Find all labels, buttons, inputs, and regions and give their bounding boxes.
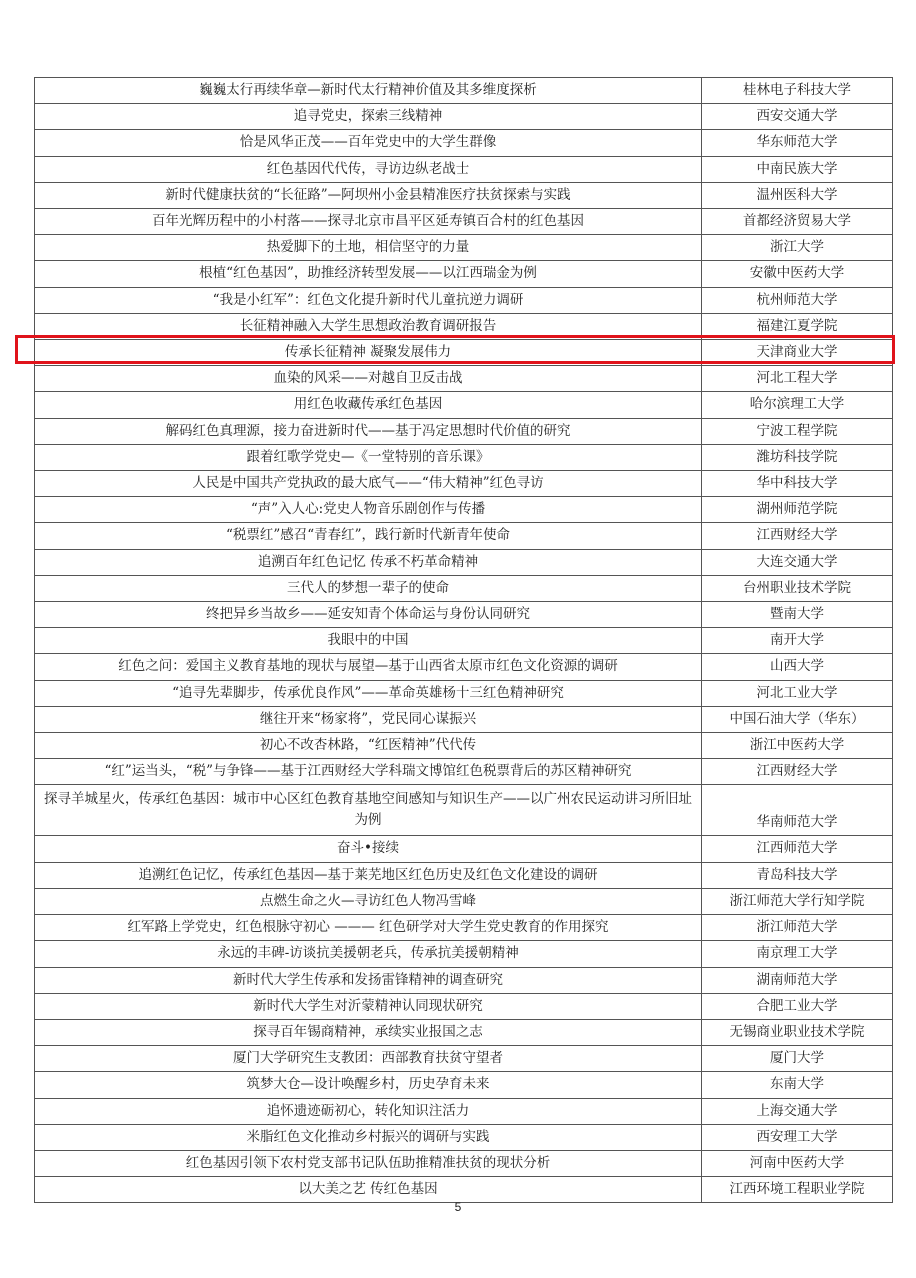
table-row [35,471,893,497]
table-row [35,967,893,993]
table-row [35,862,893,888]
page-number: 5 [454,1200,462,1214]
table-row [35,1046,893,1072]
project-title-cell: 热爱脚下的土地，相信坚守的力量 [35,235,702,261]
project-title-cell: 追溯百年红色记忆 传承不朽革命精神 [35,549,702,575]
table-row [35,366,893,392]
table-row [35,549,893,575]
table-row [35,182,893,208]
school-name-cell: 江西师范大学 [702,836,893,862]
school-name-cell: 福建江夏学院 [702,313,893,339]
project-title-cell: 初心不改杏林路，“红医精神”代代传 [35,733,702,759]
table-row [35,759,893,785]
project-title-cell: 继往开来“杨家将”，党民同心谋振兴 [35,706,702,732]
project-title-cell: 根植“红色基因”，助推经济转型发展——以江西瑞金为例 [35,261,702,287]
school-name-cell: 厦门大学 [702,1046,893,1072]
project-title-cell: “追寻先辈脚步，传承优良作风”——革命英雄杨十三红色精神研究 [35,680,702,706]
table-row [35,1177,893,1203]
table-row [35,680,893,706]
school-name-cell: 安徽中医药大学 [702,261,893,287]
project-title-cell: 新时代健康扶贫的“长征路”—阿坝州小金县精准医疗扶贫探索与实践 [35,182,702,208]
school-name-cell: 浙江师范大学 [702,915,893,941]
project-title-cell: 以大美之艺 传红色基因 [35,1177,702,1203]
project-title-cell: 追寻党史，探索三线精神 [35,104,702,130]
table-row [35,1072,893,1098]
school-name-cell: 合肥工业大学 [702,993,893,1019]
school-name-cell: 南京理工大学 [702,941,893,967]
project-table [34,77,893,1203]
project-title-cell: 筑梦大仓—设计唤醒乡村，历史孕育未来 [35,1072,702,1098]
school-name-cell: 大连交通大学 [702,549,893,575]
project-title-cell: 点燃生命之火—寻访红色人物冯雪峰 [35,888,702,914]
table-row [35,628,893,654]
project-title-cell: 三代人的梦想一辈子的使命 [35,575,702,601]
table-row [35,444,893,470]
table-row [35,235,893,261]
school-name-cell: 温州医科大学 [702,182,893,208]
school-name-cell: 湖州师范学院 [702,497,893,523]
school-name-cell: 中国石油大学（华东） [702,706,893,732]
school-name-cell: 浙江中医药大学 [702,733,893,759]
project-title-cell: 我眼中的中国 [35,628,702,654]
project-title-cell: 追怀遗迹砺初心，转化知识注活力 [35,1098,702,1124]
project-title-cell: 追溯红色记忆，传承红色基因—基于莱芜地区红色历史及红色文化建设的调研 [35,862,702,888]
project-title-cell: 探寻百年锡商精神，承续实业报国之志 [35,1019,702,1045]
project-title-cell: 用红色收藏传承红色基因 [35,392,702,418]
table-row [35,785,893,836]
table-row [35,575,893,601]
table-row [35,130,893,156]
school-name-cell: 南开大学 [702,628,893,654]
school-name-cell: 暨南大学 [702,602,893,628]
school-name-cell: 东南大学 [702,1072,893,1098]
table-row [35,888,893,914]
school-name-cell: 天津商业大学 [702,340,893,366]
table-row [35,654,893,680]
project-title-cell: 终把异乡当故乡——延安知青个体命运与身份认同研究 [35,602,702,628]
school-name-cell: 杭州师范大学 [702,287,893,313]
school-name-cell: 河北工业大学 [702,680,893,706]
table-row [35,993,893,1019]
table-row [35,915,893,941]
project-title-cell: 解码红色真理源，接力奋进新时代——基于冯定思想时代价值的研究 [35,418,702,444]
table-row [35,1098,893,1124]
table-row [35,1019,893,1045]
table-row [35,941,893,967]
school-name-cell: 哈尔滨理工大学 [702,392,893,418]
school-name-cell: 青岛科技大学 [702,862,893,888]
table-row [35,104,893,130]
table-row [35,602,893,628]
table-row [35,313,893,339]
school-name-cell: 台州职业技术学院 [702,575,893,601]
project-title-cell: 恰是风华正茂——百年党史中的大学生群像 [35,130,702,156]
table-row [35,836,893,862]
table-row [35,156,893,182]
school-name-cell: 潍坊科技学院 [702,444,893,470]
table-row [35,1150,893,1176]
school-name-cell: 华东师范大学 [702,130,893,156]
project-title-cell: 传承长征精神 凝聚发展伟力 [35,340,702,366]
table-row [35,523,893,549]
table-row [35,340,893,366]
project-title-cell: 巍巍太行再续华章—新时代太行精神价值及其多维度探析 [35,78,702,104]
project-title-cell: 永远的丰碑-访谈抗美援朝老兵，传承抗美援朝精神 [35,941,702,967]
table-row [35,209,893,235]
project-title-cell: 新时代大学生对沂蒙精神认同现状研究 [35,993,702,1019]
school-name-cell: 西安交通大学 [702,104,893,130]
school-name-cell: 浙江大学 [702,235,893,261]
project-title-cell: 新时代大学生传承和发扬雷锋精神的调查研究 [35,967,702,993]
school-name-cell: 浙江师范大学行知学院 [702,888,893,914]
school-name-cell: 西安理工大学 [702,1124,893,1150]
project-title-cell: “税票红”感召“青春红”，践行新时代新青年使命 [35,523,702,549]
project-title-cell: 百年光辉历程中的小村落——探寻北京市昌平区延寿镇百合村的红色基因 [35,209,702,235]
project-title-cell: “红”运当头，“税”与争锋——基于江西财经大学科瑞文博馆红色税票背后的苏区精神研究 [35,759,702,785]
project-title-cell: 红色基因引领下农村党支部书记队伍助推精准扶贫的现状分析 [35,1150,702,1176]
table-row [35,78,893,104]
school-name-cell: 桂林电子科技大学 [702,78,893,104]
table-body [35,78,893,1203]
school-name-cell: 河南中医药大学 [702,1150,893,1176]
school-name-cell: 宁波工程学院 [702,418,893,444]
project-title-cell: 红色之问：爱国主义教育基地的现状与展望—基于山西省太原市红色文化资源的调研 [35,654,702,680]
project-title-cell: 奋斗•接续 [35,836,702,862]
school-name-cell: 江西环境工程职业学院 [702,1177,893,1203]
school-name-cell: 首都经济贸易大学 [702,209,893,235]
table-row [35,706,893,732]
project-title-cell: 红军路上学党史，红色根脉守初心 ——— 红色研学对大学生党史教育的作用探究 [35,915,702,941]
project-title-cell: 人民是中国共产党执政的最大底气——“伟大精神”红色寻访 [35,471,702,497]
project-title-cell: 红色基因代代传，寻访边纵老战士 [35,156,702,182]
school-name-cell: 中南民族大学 [702,156,893,182]
school-name-cell: 江西财经大学 [702,523,893,549]
project-title-cell: 长征精神融入大学生思想政治教育调研报告 [35,313,702,339]
project-title-cell: 米脂红色文化推动乡村振兴的调研与实践 [35,1124,702,1150]
project-title-cell: 跟着红歌学党史—《一堂特别的音乐课》 [35,444,702,470]
table-row [35,497,893,523]
project-title-cell: 血染的风采——对越自卫反击战 [35,366,702,392]
project-title-cell: 探寻羊城星火，传承红色基因：城市中心区红色教育基地空间感知与知识生产——以广州农民运动讲习所旧址为例 [35,785,702,836]
school-name-cell: 无锡商业职业技术学院 [702,1019,893,1045]
table-row [35,1124,893,1150]
table-row [35,418,893,444]
project-title-cell: “声”入人心:党史人物音乐剧创作与传播 [35,497,702,523]
table-row [35,287,893,313]
school-name-cell: 江西财经大学 [702,759,893,785]
school-name-cell: 华中科技大学 [702,471,893,497]
school-name-cell: 山西大学 [702,654,893,680]
school-name-cell: 湖南师范大学 [702,967,893,993]
project-title-cell: “我是小红军”：红色文化提升新时代儿童抗逆力调研 [35,287,702,313]
table-row [35,261,893,287]
school-name-cell: 上海交通大学 [702,1098,893,1124]
table-row [35,733,893,759]
table-row [35,392,893,418]
school-name-cell: 河北工程大学 [702,366,893,392]
school-name-cell: 华南师范大学 [702,785,893,836]
project-title-cell: 厦门大学研究生支教团：西部教育扶贫守望者 [35,1046,702,1072]
